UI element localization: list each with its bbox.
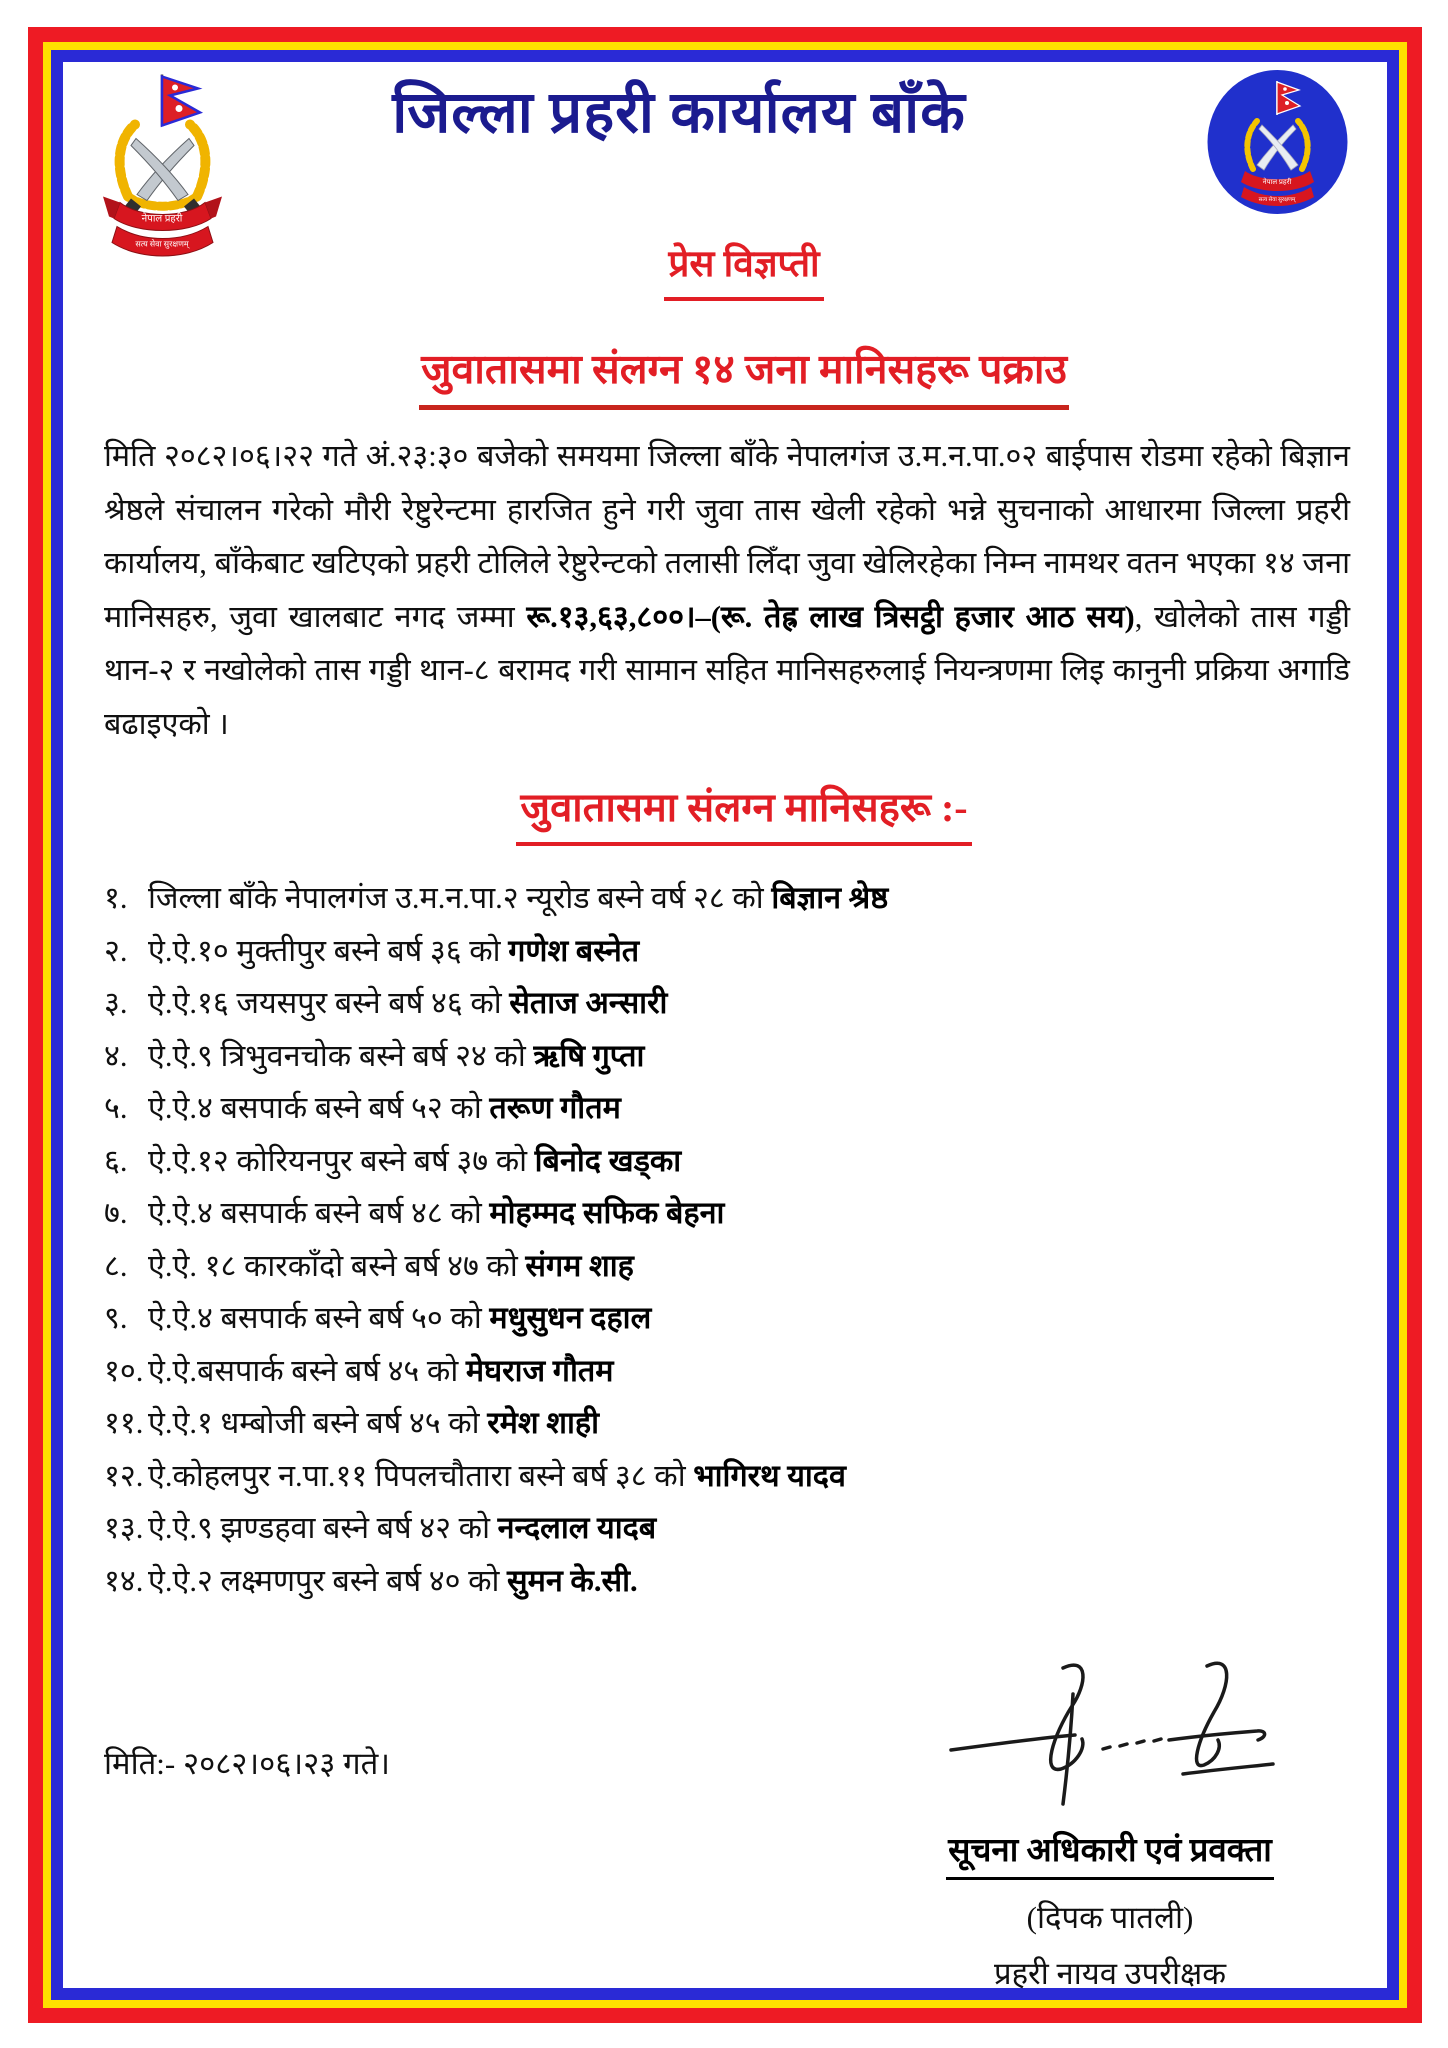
person-name: मोहम्मद सफिक बेहना	[489, 1196, 725, 1230]
person-name: ऋषि गुप्ता	[533, 1038, 645, 1073]
person-name: रमेश शाही	[487, 1406, 600, 1440]
item-detail: ऐ.ऐ.१२ कोरियनपुर बस्ने बर्ष ३७ को	[148, 1143, 535, 1178]
list-item	[104, 925, 1354, 978]
list-item	[104, 1450, 1354, 1503]
headline-row	[104, 340, 1384, 410]
list-item	[104, 872, 1354, 925]
list-item	[104, 1397, 1354, 1450]
item-detail: ऐ.ऐ.१६ जयसपुर बस्ने बर्ष ४६ को	[148, 986, 510, 1020]
person-name: बिनोद खड्का	[534, 1143, 682, 1178]
item-number: ७.	[104, 1196, 128, 1230]
nepal-police-badge-icon	[1205, 66, 1350, 218]
seized-amount: रू.१३,६३,८००।–(रू. तेह्र लाख त्रिसट्ठी हजार आठ सय)	[526, 599, 1135, 634]
item-number: १४.	[104, 1563, 144, 1598]
person-name: सेताज अन्सारी	[509, 986, 668, 1020]
item-number: ९.	[104, 1301, 128, 1335]
signatory-title: सूचना अधिकारी एवं प्रवक्ता	[946, 1826, 1274, 1880]
item-detail: जिल्ला बाँके नेपालगंज उ.म.न.पा.२ न्यूरोड बस्ने वर्ष २८ को	[148, 881, 772, 915]
item-detail: ऐ.ऐ. १८ कारकाँदो बस्ने बर्ष ४७ को	[148, 1248, 526, 1283]
list-item	[104, 1187, 1354, 1240]
item-detail: ऐ.ऐ.४ बसपार्क बस्ने बर्ष ५० को	[148, 1301, 490, 1335]
item-detail: ऐ.ऐ.१ धम्बोजी बस्ने बर्ष ४५ को	[148, 1406, 488, 1440]
item-number: १०.	[104, 1353, 144, 1388]
badge-ribbon-top-text: नेपाल प्रहरी	[1262, 178, 1292, 186]
item-detail: ऐ.कोहलपुर न.पा.११ पिपलचौतारा बस्ने बर्ष ३८ को	[148, 1458, 694, 1493]
press-release-label: प्रेस विज्ञप्ती	[664, 236, 823, 301]
list-item	[104, 1030, 1354, 1083]
item-number: ३.	[104, 986, 128, 1020]
person-name: बिज्ञान श्रेष्ठ	[771, 881, 889, 915]
list-item	[104, 1240, 1354, 1293]
item-number: ८.	[104, 1248, 128, 1283]
item-number: १.	[104, 881, 128, 915]
body-text-after: , खोलेको तास गड्डी थान-२ र नखोलेको तास गड्डी थान-८ बरामद गरी सामान सहित मानिसहरुलाई नियन्त्रणमा लिइ कानुनी प्रक्रिया अगाडि बढाइएको ।	[104, 599, 1351, 741]
item-detail: ऐ.ऐ.४ बसपार्क बस्ने बर्ष ५२ को	[148, 1091, 490, 1125]
arrested-persons-list	[104, 872, 1354, 1607]
signatory-rank: प्रहरी नायव उपरीक्षक	[993, 1956, 1227, 1991]
list-item	[104, 1135, 1354, 1188]
list-heading-row	[104, 778, 1384, 846]
person-name: मधुसुधन दहाल	[489, 1301, 652, 1335]
office-title: जिल्ला प्रहरी कार्यालय बाँके	[392, 80, 966, 145]
body-text-before: मिति २०८२।०६।२२ गते अं.२३:३० बजेको समयमा जिल्ला बाँके नेपालगंज उ.म.न.पा.०२ बाईपास रोडमा रहेको बिज्ञान श्रेष्ठले संचालन गरेको मौरी रेष्टुरेन्टमा हारजित हुने गरी जुवा तास खेली रहेको भन्ने सुचनाको आधारमा जिल्ला प्रहरी कार्यालय, बाँकेबाट खटिएको प्रहरी टोलिले रेष्टुरेन्टको तलासी लिँदा जुवा खेलिरहेका निम्न नामथर वतन भएका १४ जना मानिसहरु, जुवा खालबाट नगद जम्मा	[104, 439, 1350, 634]
person-name: गणेश बस्नेत	[508, 933, 640, 968]
issue-date: मिति:- २०८२।०६।२३ गते।	[104, 1746, 391, 1781]
item-number: ४.	[104, 1038, 128, 1073]
item-detail: ऐ.ऐ.१० मुक्तीपुर बस्ने बर्ष ३६ को	[148, 933, 509, 968]
person-name: सुमन के.सी.	[507, 1563, 638, 1598]
item-number: ६.	[104, 1143, 128, 1178]
item-detail: ऐ.ऐ.२ लक्ष्मणपुर बस्ने बर्ष ४० को	[148, 1563, 508, 1598]
list-item	[104, 1082, 1354, 1135]
item-number: १२.	[104, 1458, 144, 1493]
list-item	[104, 1345, 1354, 1398]
list-item	[104, 1292, 1354, 1345]
body-paragraph	[104, 430, 1350, 751]
item-detail: ऐ.ऐ.९ झण्डहवा बस्ने बर्ष ४२ को	[148, 1511, 498, 1545]
badge-ribbon-bottom-text: सत्य सेवा सुरक्षणम्	[1258, 197, 1296, 203]
list-item	[104, 1555, 1354, 1608]
press-label-row	[104, 236, 1384, 301]
item-number: १३.	[104, 1511, 144, 1545]
item-detail: ऐ.ऐ.४ बसपार्क बस्ने बर्ष ४८ को	[148, 1196, 490, 1230]
list-heading: जुवातासमा संलग्न मानिसहरू :-	[516, 778, 971, 846]
headline: जुवातासमा संलग्न १४ जना मानिसहरू पक्राउ	[419, 340, 1069, 410]
person-name: संगम शाह	[525, 1248, 634, 1283]
crest-ribbon-bottom-text: सत्य सेवा सुरक्षणम्	[135, 239, 189, 249]
signature-icon	[945, 1652, 1275, 1812]
list-item	[104, 1502, 1354, 1555]
person-name: भागिरथ यादव	[693, 1458, 846, 1493]
signature-block	[860, 1652, 1360, 1994]
item-number: ११.	[104, 1406, 144, 1440]
person-name: तरूण गौतम	[489, 1091, 621, 1125]
item-number: ५.	[104, 1091, 128, 1125]
person-name: मेघराज गौतम	[465, 1353, 614, 1388]
item-detail: ऐ.ऐ.बसपार्क बस्ने बर्ष ४५ को	[148, 1353, 466, 1388]
item-number: २.	[104, 933, 128, 968]
list-item	[104, 977, 1354, 1030]
signatory-name: (दिपक पातली)	[1026, 1900, 1194, 1935]
person-name: नन्दलाल यादब	[497, 1511, 657, 1545]
crest-ribbon-top-text: नेपाल प्रहरी	[141, 213, 183, 225]
item-detail: ऐ.ऐ.९ त्रिभुवनचोक बस्ने बर्ष २४ को	[148, 1038, 534, 1073]
